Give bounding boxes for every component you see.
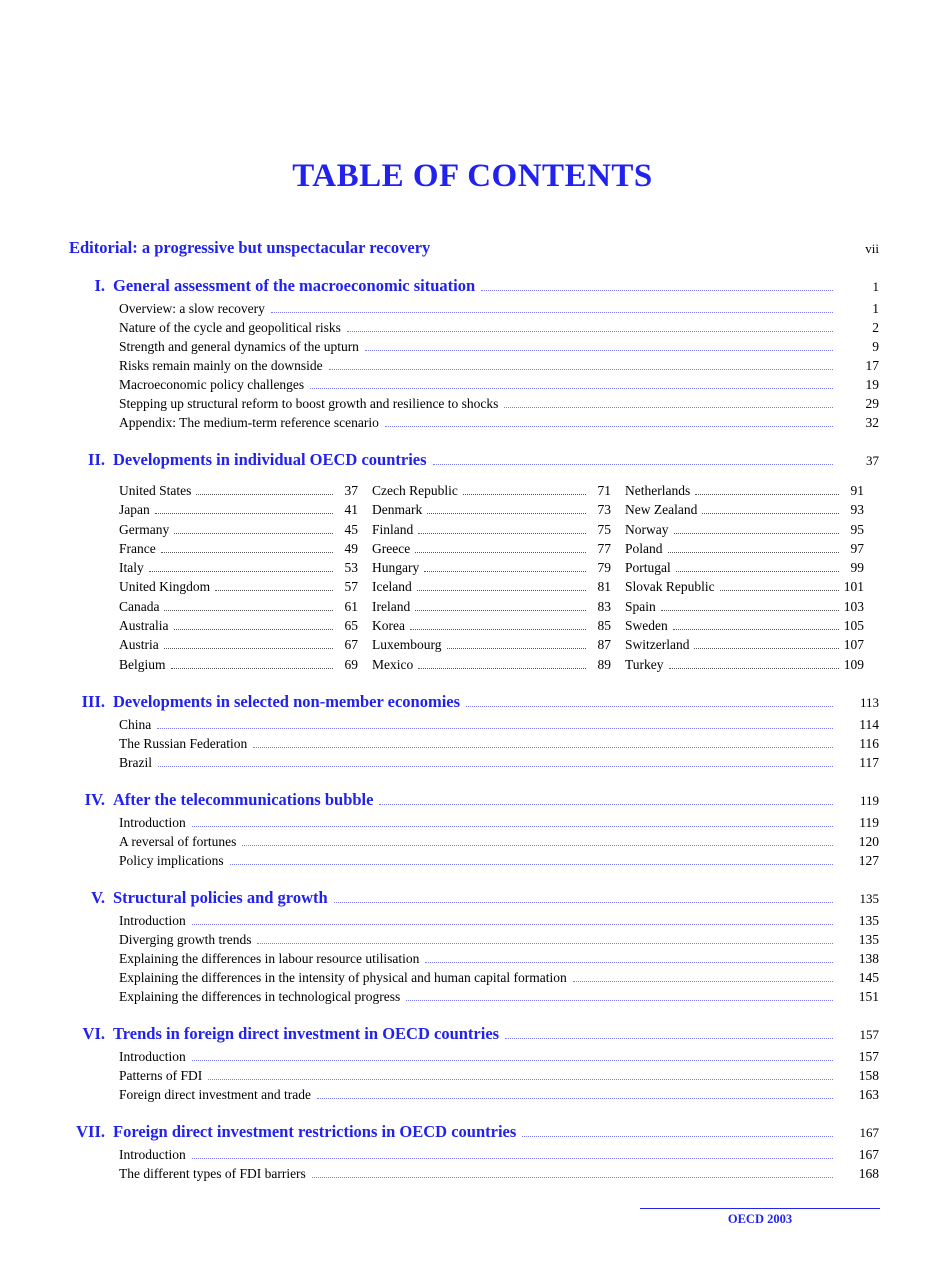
toc-subentry[interactable]	[119, 1066, 879, 1085]
subentry-label: Introduction	[119, 912, 186, 928]
subentry-page: 116	[859, 735, 879, 751]
country-entry[interactable]	[119, 597, 372, 616]
chapter-title: General assessment of the macroeconomic situation	[113, 276, 476, 295]
toc-subentry[interactable]	[119, 1145, 879, 1164]
country-label: Iceland	[372, 579, 412, 595]
leader-dots	[155, 512, 333, 514]
leader-dots	[695, 493, 839, 495]
country-page: 53	[344, 560, 358, 576]
subentry-label: Stepping up structural reform to boost growth and resilience to shocks	[119, 396, 499, 411]
country-page: 77	[597, 540, 611, 556]
country-entry[interactable]	[119, 558, 372, 577]
leader-dots	[418, 667, 586, 669]
country-page: 81	[597, 579, 611, 595]
subentry-label: Policy implications	[119, 852, 224, 868]
country-entry[interactable]	[119, 500, 372, 519]
country-entry[interactable]	[119, 616, 372, 635]
footer-divider	[640, 1208, 880, 1209]
chapter-page: 119	[859, 792, 879, 808]
toc-subentry[interactable]	[119, 832, 879, 851]
toc-subentry[interactable]	[119, 394, 879, 413]
leader-dots	[192, 1059, 833, 1061]
chapter-number: VI.	[82, 1023, 105, 1043]
leader-dots	[312, 1176, 833, 1178]
country-page: 41	[344, 502, 358, 518]
toc-subentry[interactable]	[119, 734, 879, 753]
leader-dots	[466, 705, 833, 707]
country-label: Japan	[119, 502, 150, 518]
country-entry[interactable]	[625, 481, 878, 500]
leader-dots	[415, 609, 586, 611]
country-page: 101	[843, 579, 864, 595]
country-entry[interactable]	[372, 500, 625, 519]
toc-subentry[interactable]	[119, 1164, 879, 1183]
country-page: 103	[843, 598, 864, 614]
country-entry[interactable]	[119, 520, 372, 539]
toc-subentry[interactable]	[119, 851, 879, 870]
country-page: 89	[597, 656, 611, 672]
country-entry[interactable]	[625, 500, 878, 519]
subentry-label: The Russian Federation	[119, 735, 248, 751]
chapter-title: Structural policies and growth	[113, 887, 328, 907]
toc-chapter-2[interactable]	[69, 450, 879, 470]
toc-chapter-3[interactable]	[69, 692, 879, 712]
leader-dots	[720, 589, 839, 591]
chapter-title: Developments in individual OECD countries	[113, 450, 427, 469]
country-page: 49	[344, 540, 358, 556]
country-entry[interactable]	[372, 655, 625, 674]
country-entry[interactable]	[119, 635, 372, 654]
subentry-page: 167	[858, 1146, 879, 1162]
country-label: United Kingdom	[119, 579, 211, 595]
country-label: Turkey	[625, 656, 664, 672]
country-page: 87	[597, 637, 611, 653]
country-entry[interactable]	[625, 635, 878, 654]
leader-dots	[406, 999, 833, 1001]
leader-dots	[425, 961, 833, 963]
country-list	[119, 481, 879, 674]
country-entry[interactable]	[372, 577, 625, 596]
leader-dots	[676, 570, 839, 572]
country-label: Germany	[119, 521, 170, 537]
subentry-label: Strength and general dynamics of the upturn	[119, 339, 359, 354]
country-label: Canada	[119, 598, 160, 614]
toc-chapter-6[interactable]	[69, 1024, 879, 1044]
subentry-page: 135	[858, 931, 879, 947]
chapter-page: 157	[859, 1026, 879, 1042]
country-page: 93	[850, 502, 864, 518]
leader-dots	[481, 289, 833, 291]
country-entry[interactable]	[372, 616, 625, 635]
leader-dots	[230, 863, 833, 865]
country-label: Mexico	[372, 656, 414, 672]
country-entry[interactable]	[119, 655, 372, 674]
country-label: Netherlands	[625, 483, 691, 498]
chapter-title: Foreign direct investment restrictions in OECD countries	[113, 1121, 517, 1141]
country-page: 37	[344, 483, 358, 498]
country-label: Finland	[372, 521, 414, 537]
country-label: United States	[119, 483, 192, 498]
country-label: Poland	[625, 540, 663, 556]
chapter-page: 37	[866, 453, 879, 468]
leader-dots	[253, 746, 833, 748]
country-label: Norway	[625, 521, 669, 537]
leader-dots	[505, 1037, 833, 1039]
country-page: 83	[597, 598, 611, 614]
toc-subentry[interactable]	[119, 299, 879, 318]
country-label: New Zealand	[625, 502, 698, 518]
toc-chapter-4[interactable]	[69, 790, 879, 810]
toc-chapter-1[interactable]	[69, 276, 879, 296]
country-page: 69	[344, 656, 358, 672]
subentry-label: Explaining the differences in technological progress	[119, 988, 401, 1004]
leader-dots	[171, 667, 334, 669]
country-entry[interactable]	[625, 597, 878, 616]
leader-dots	[415, 551, 586, 553]
toc-subentry[interactable]	[119, 715, 879, 734]
country-label: Switzerland	[625, 637, 690, 653]
leader-dots	[347, 330, 833, 332]
country-label: Austria	[119, 637, 159, 653]
country-entry[interactable]	[119, 577, 372, 596]
leader-dots	[164, 647, 333, 649]
toc-subentry[interactable]	[119, 356, 879, 375]
country-page: 99	[850, 560, 864, 576]
leader-dots	[447, 647, 587, 649]
leader-dots	[427, 512, 586, 514]
chapter-page: 135	[859, 890, 879, 906]
country-column-2	[372, 481, 625, 674]
country-page: 67	[344, 637, 358, 653]
chapter-title: Trends in foreign direct investment in OECD countries	[113, 1023, 500, 1043]
chapter-number: IV.	[84, 789, 105, 809]
country-label: Luxembourg	[372, 637, 442, 653]
subentry-label: Appendix: The medium-term reference scenario	[119, 415, 379, 430]
country-entry[interactable]	[372, 481, 625, 500]
leader-dots	[149, 570, 333, 572]
country-page: 107	[843, 637, 864, 653]
subentry-label: The different types of FDI barriers	[119, 1165, 306, 1181]
chapter-number: II.	[88, 450, 105, 469]
subentry-label: Overview: a slow recovery	[119, 301, 265, 316]
leader-dots	[334, 901, 833, 903]
country-page: 85	[597, 618, 611, 634]
leader-dots	[174, 628, 334, 630]
country-entry[interactable]	[625, 616, 878, 635]
country-column-3	[625, 481, 878, 674]
leader-dots	[158, 765, 833, 767]
country-page: 95	[850, 521, 864, 537]
country-column-1	[119, 481, 372, 674]
country-page: 73	[597, 502, 611, 518]
leader-dots	[674, 532, 840, 534]
country-entry[interactable]	[119, 481, 372, 500]
subentry-page: 157	[858, 1048, 879, 1064]
leader-dots	[463, 493, 586, 495]
leader-dots	[329, 368, 833, 370]
toc-subentry[interactable]	[119, 968, 879, 987]
subentry-label: A reversal of fortunes	[119, 833, 237, 849]
table-of-contents	[69, 238, 879, 1183]
country-page: 79	[597, 560, 611, 576]
leader-dots	[669, 667, 839, 669]
country-label: Greece	[372, 540, 411, 556]
toc-subentry[interactable]	[119, 987, 879, 1006]
country-entry[interactable]	[372, 597, 625, 616]
country-entry[interactable]	[372, 635, 625, 654]
toc-entry-editorial[interactable]	[69, 238, 879, 258]
country-entry[interactable]	[625, 539, 878, 558]
country-page: 57	[344, 579, 358, 595]
subentry-label: Foreign direct investment and trade	[119, 1086, 311, 1102]
subentry-page: 29	[865, 396, 879, 411]
subentry-label: Introduction	[119, 1146, 186, 1162]
subentry-page: 119	[859, 814, 879, 830]
subentry-page: 114	[859, 716, 879, 732]
country-label: Portugal	[625, 560, 671, 576]
leader-dots	[192, 825, 833, 827]
chapter-number: III.	[81, 691, 105, 711]
subentry-label: Explaining the differences in labour resource utilisation	[119, 950, 420, 966]
country-label: Czech Republic	[372, 483, 458, 498]
leader-dots	[157, 727, 833, 729]
subentry-page: 151	[858, 988, 879, 1004]
leader-dots	[522, 1135, 833, 1137]
leader-dots	[668, 551, 839, 553]
leader-dots	[433, 463, 833, 465]
subentry-label: Macroeconomic policy challenges	[119, 377, 305, 392]
country-label: Spain	[625, 598, 656, 614]
leader-dots	[385, 425, 833, 427]
country-label: Italy	[119, 560, 144, 576]
leader-dots	[164, 609, 333, 611]
country-label: Ireland	[372, 598, 411, 614]
country-entry[interactable]	[119, 539, 372, 558]
subentry-label: Introduction	[119, 814, 186, 830]
chapter-number: V.	[91, 887, 105, 907]
chapter-page: 113	[859, 694, 879, 710]
subentry-label: China	[119, 716, 152, 732]
toc-subentry[interactable]	[119, 413, 879, 432]
country-page: 71	[597, 483, 611, 498]
subentry-page: 9	[872, 339, 879, 354]
toc-subentry[interactable]	[119, 1085, 879, 1104]
country-entry[interactable]	[372, 520, 625, 539]
leader-dots	[271, 311, 833, 313]
subentry-label: Diverging growth trends	[119, 931, 252, 947]
leader-dots	[694, 647, 838, 649]
country-page: 61	[344, 598, 358, 614]
leader-dots	[174, 532, 333, 534]
toc-editorial-page: vii	[865, 241, 879, 256]
subentry-page: 120	[858, 833, 879, 849]
country-label: Slovak Republic	[625, 579, 715, 595]
chapter-number: VII.	[76, 1121, 105, 1141]
subentry-page: 32	[865, 415, 879, 430]
country-entry[interactable]	[625, 655, 878, 674]
toc-subentry[interactable]	[119, 318, 879, 337]
leader-dots	[208, 1078, 833, 1080]
country-page: 97	[850, 540, 864, 556]
leader-dots	[310, 387, 833, 389]
subentry-label: Risks remain mainly on the downside	[119, 358, 323, 373]
country-label: Sweden	[625, 618, 668, 634]
subentry-label: Introduction	[119, 1048, 186, 1064]
country-label: Belgium	[119, 656, 166, 672]
toc-subentry[interactable]	[119, 375, 879, 394]
leader-dots	[573, 980, 833, 982]
subentry-page: 19	[865, 377, 879, 392]
leader-dots	[215, 589, 333, 591]
toc-chapter-5[interactable]	[69, 888, 879, 908]
chapter-number: I.	[94, 276, 105, 295]
subentry-page: 127	[858, 852, 879, 868]
leader-dots	[504, 406, 833, 408]
subentry-label: Nature of the cycle and geopolitical risks	[119, 320, 341, 335]
toc-subentry[interactable]	[119, 337, 879, 356]
toc-chapter-7[interactable]	[69, 1122, 879, 1142]
subentry-page: 135	[858, 912, 879, 928]
country-label: Australia	[119, 618, 169, 634]
toc-subentry[interactable]	[119, 949, 879, 968]
leader-dots	[257, 942, 833, 944]
country-page: 65	[344, 618, 358, 634]
subentry-page: 138	[858, 950, 879, 966]
toc-subentry[interactable]	[119, 753, 879, 772]
leader-dots	[424, 570, 586, 572]
subentry-page: 17	[865, 358, 879, 373]
country-entry[interactable]	[625, 577, 878, 596]
toc-subentry[interactable]	[119, 930, 879, 949]
subentry-label: Patterns of FDI	[119, 1067, 203, 1083]
subentry-page: 168	[858, 1165, 879, 1181]
leader-dots	[192, 1157, 833, 1159]
leader-dots	[242, 844, 833, 846]
country-entry[interactable]	[372, 558, 625, 577]
subentry-label: Brazil	[119, 754, 152, 770]
country-page: 75	[597, 521, 611, 537]
country-page: 105	[843, 618, 864, 634]
country-label: Denmark	[372, 502, 423, 518]
country-page: 91	[850, 483, 864, 498]
country-page: 45	[344, 521, 358, 537]
chapter-title: Developments in selected non-member economies	[113, 691, 461, 711]
leader-dots	[379, 803, 833, 805]
leader-dots	[436, 252, 833, 253]
country-entry[interactable]	[625, 558, 878, 577]
leader-dots	[702, 512, 839, 514]
subentry-page: 158	[858, 1067, 879, 1083]
chapter-title: After the telecommunications bubble	[113, 789, 374, 809]
country-entry[interactable]	[372, 539, 625, 558]
country-label: Hungary	[372, 560, 420, 576]
leader-dots	[661, 609, 839, 611]
leader-dots	[417, 589, 586, 591]
leader-dots	[317, 1097, 833, 1099]
subentry-page: 2	[872, 320, 879, 335]
leader-dots	[418, 532, 586, 534]
subentry-page: 1	[872, 301, 879, 316]
country-label: France	[119, 540, 156, 556]
subentry-page: 117	[859, 754, 879, 770]
leader-dots	[365, 349, 833, 351]
toc-subentry[interactable]	[119, 813, 879, 832]
page-title: TABLE OF CONTENTS	[292, 158, 653, 194]
country-entry[interactable]	[625, 520, 878, 539]
subentry-page: 163	[858, 1086, 879, 1102]
chapter-page: 167	[859, 1124, 879, 1140]
leader-dots	[161, 551, 333, 553]
leader-dots	[196, 493, 333, 495]
subentry-page: 145	[858, 969, 879, 985]
country-page: 109	[843, 656, 864, 672]
leader-dots	[673, 628, 839, 630]
toc-editorial-label: Editorial: a progressive but unspectacular recovery	[69, 238, 431, 257]
leader-dots	[410, 628, 586, 630]
footer-copyright: OECD 2003	[727, 1212, 793, 1226]
toc-subentry[interactable]	[119, 911, 879, 930]
leader-dots	[192, 923, 833, 925]
country-label: Korea	[372, 618, 405, 634]
subentry-label: Explaining the differences in the intensity of physical and human capital formation	[119, 969, 567, 985]
toc-subentry[interactable]	[119, 1047, 879, 1066]
chapter-page: 1	[872, 279, 879, 294]
